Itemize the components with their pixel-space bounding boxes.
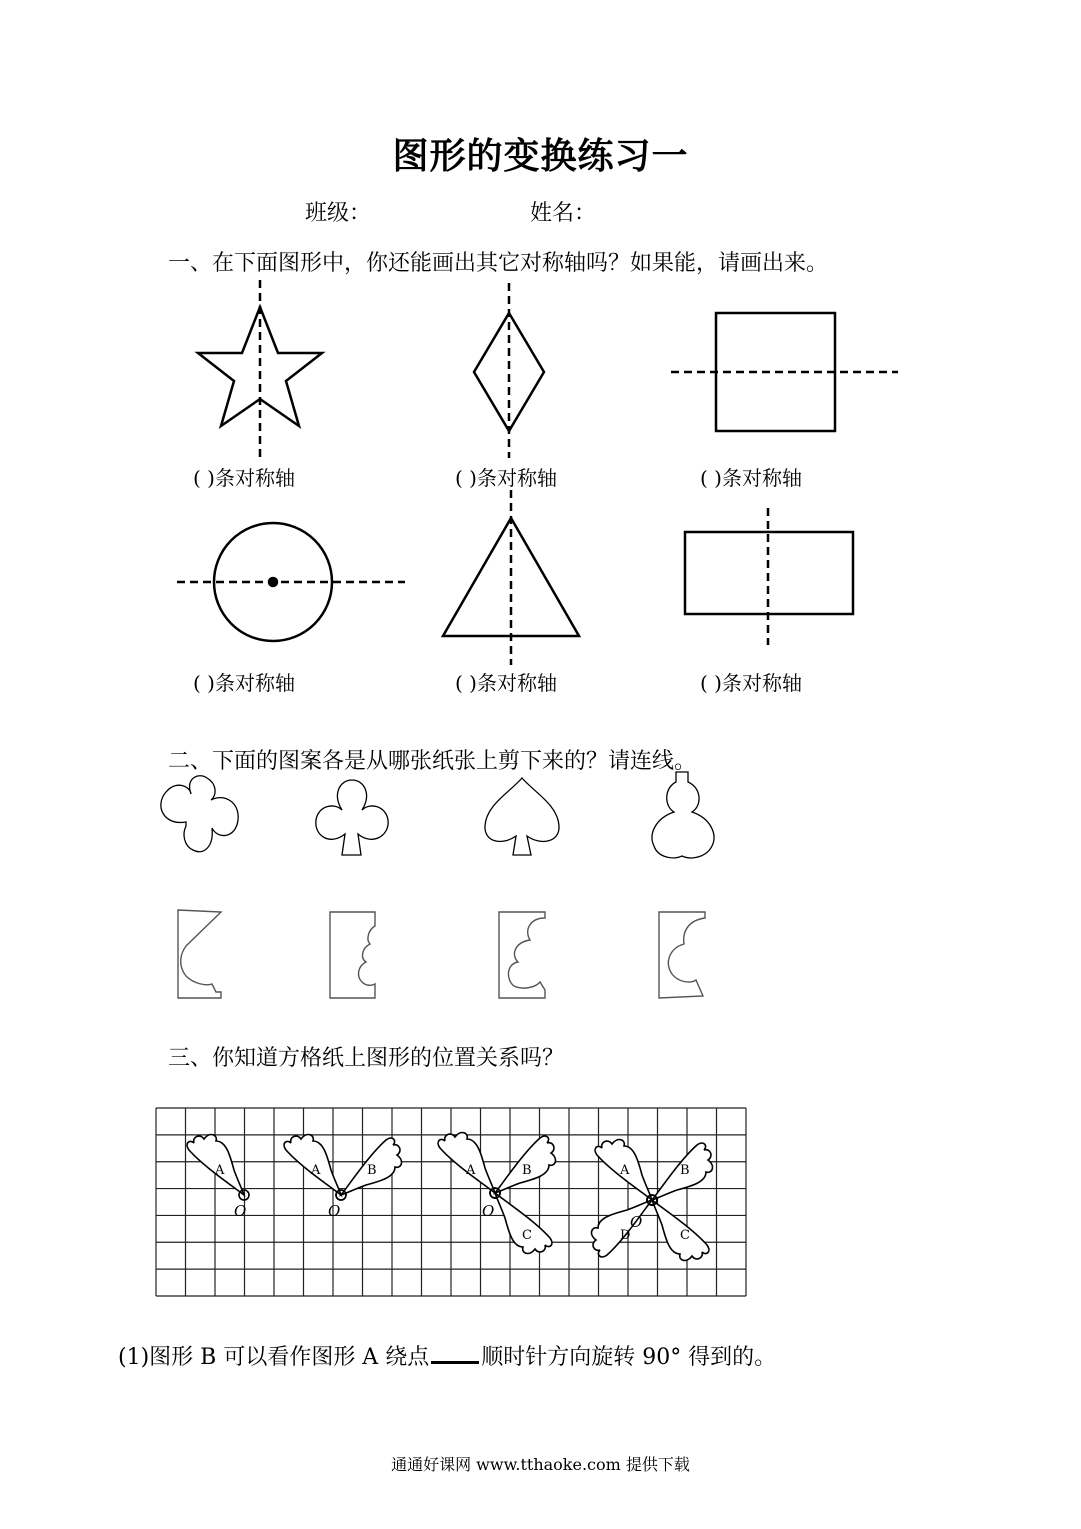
question-1-prefix: (1)图形 B 可以看作图形 A 绕点 — [118, 1345, 430, 1370]
section1-heading: 一、在下面图形中，你还能画出其它对称轴吗？如果能，请画出来。 — [168, 251, 829, 276]
answer-rhombus: ( )条对称轴 — [455, 466, 557, 490]
label-c-4: C — [680, 1228, 690, 1243]
label-b-2: B — [367, 1163, 377, 1178]
answer-circle: ( )条对称轴 — [193, 671, 295, 695]
label-a-4: A — [620, 1163, 630, 1178]
label-o-3: O — [482, 1202, 495, 1220]
clover-shape — [161, 776, 238, 852]
section3-heading: 三、你知道方格纸上图形的位置关系吗？ — [168, 1046, 565, 1071]
label-a-1: A — [215, 1163, 225, 1178]
triangle-figure — [443, 490, 579, 665]
answer-square: ( )条对称轴 — [700, 466, 802, 490]
name-label: 姓名： — [530, 201, 597, 226]
label-d-4: D — [620, 1228, 631, 1243]
label-o-2: O — [328, 1202, 341, 1220]
rhombus-figure — [474, 283, 544, 458]
circle-figure — [177, 523, 405, 641]
question-1-suffix: 顺时针方向旋转 90° 得到的。 — [481, 1345, 777, 1370]
rectangle-figure — [685, 508, 853, 645]
label-a-2: A — [311, 1163, 321, 1178]
class-label: 班级： — [305, 201, 372, 226]
footer-source: 通通好课网 www.tthaoke.com 提供下载 — [391, 1455, 690, 1474]
answer-blank[interactable] — [431, 1343, 479, 1364]
gourd-shape — [652, 772, 714, 858]
label-a-3: A — [466, 1163, 476, 1178]
label-c-3: C — [522, 1228, 532, 1243]
paper-piece-1 — [178, 910, 221, 998]
label-b-4: B — [680, 1163, 690, 1178]
label-o-1: O — [234, 1202, 247, 1220]
label-o-4: O — [630, 1213, 643, 1231]
answer-rectangle: ( )条对称轴 — [700, 671, 802, 695]
answer-star: ( )条对称轴 — [193, 466, 295, 490]
star-figure — [198, 280, 322, 460]
spade-shape — [485, 778, 559, 855]
square-figure — [671, 313, 898, 431]
paper-piece-4 — [659, 912, 705, 998]
paper-piece-2 — [330, 912, 375, 998]
question-1 — [118, 1340, 776, 1371]
petal — [495, 1193, 552, 1253]
paper-piece-3 — [499, 912, 545, 998]
section2-heading: 二、下面的图案各是从哪张纸张上剪下来的？请连线。 — [168, 749, 697, 774]
label-b-3: B — [522, 1163, 532, 1178]
answer-triangle: ( )条对称轴 — [455, 671, 557, 695]
petal-shapes — [187, 1133, 712, 1261]
page-title: 图形的变换练习一 — [392, 135, 689, 177]
club-shape — [316, 780, 388, 855]
